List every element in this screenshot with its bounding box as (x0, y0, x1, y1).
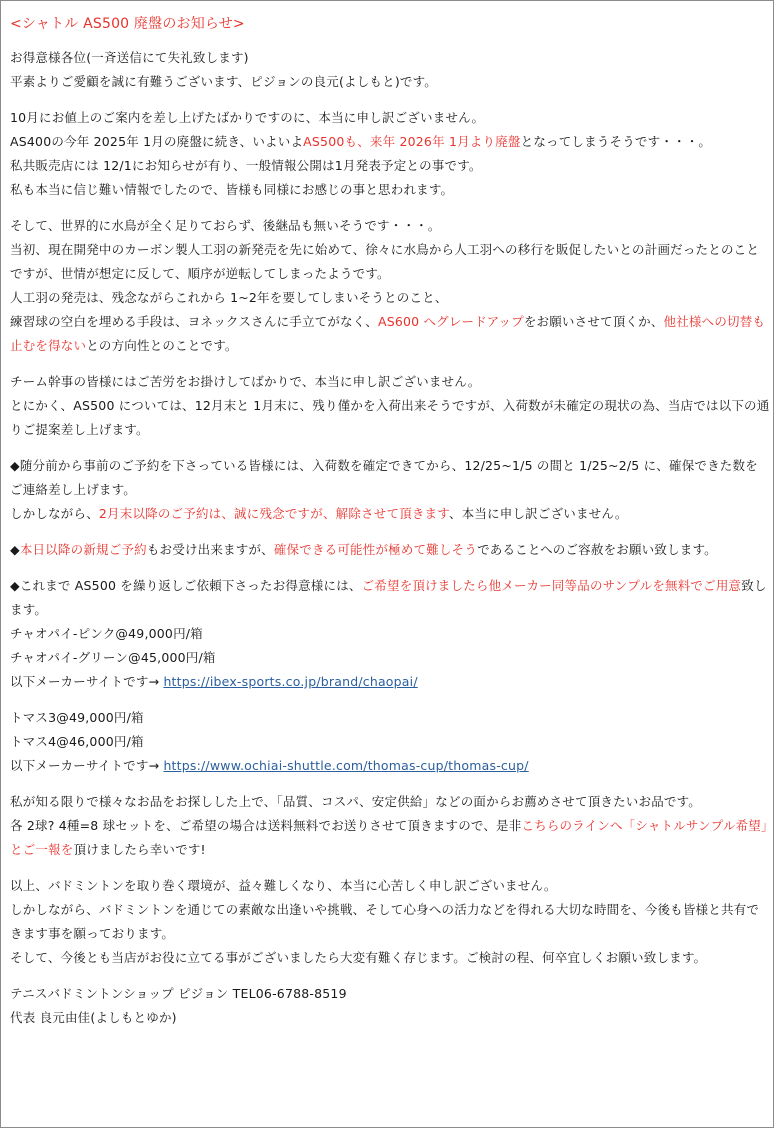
text-line: 私共販売店には 12/1にお知らせが有り、一般情報公開は1月発表予定との事です。 (10, 158, 482, 173)
highlight-text: こちらのラインへ「シャトルサンプル希望」とご一報を (10, 818, 768, 857)
team-paragraph (10, 370, 770, 442)
text-span: 以下メーカーサイトです→ (10, 674, 164, 689)
shop-info: テニスバドミントンショップ ピジョン TEL06-6788-8519 (10, 986, 347, 1001)
text-line (10, 502, 770, 526)
highlight-text: AS500も、来年 2026年 1月より廃盤 (303, 134, 521, 149)
reservation-paragraph (10, 454, 770, 526)
chaopai-link[interactable]: https://ibex-sports.co.jp/brand/chaopai/ (163, 674, 418, 689)
notice-body (10, 12, 770, 1030)
text-line: そして、今後とも当店がお役に立てる事がございましたら大変有難く存じます。ご検討の程、何卒宜しくお願い致します。 (10, 950, 707, 965)
text-span: であることへのご容赦をお願い致します。 (477, 542, 717, 557)
text-line: 以上、バドミントンを取り巻く環境が、益々難しくなり、本当に心苦しく申し訳ございません。 (10, 878, 557, 893)
new-reservation-paragraph (10, 538, 770, 562)
text-span: しかしながら、 (10, 506, 99, 521)
product-line: チャオパイ-グリーン@45,000円/箱 (10, 650, 216, 665)
closing-paragraph (10, 874, 770, 970)
text-line: 10月にお値上のご案内を差し上げたばかりですのに、本当に申し訳ございません。 (10, 110, 485, 125)
highlight-text: ご希望を頂けましたら他メーカー同等品のサンプルを無料でご用意 (361, 578, 742, 593)
thomas-paragraph (10, 706, 770, 778)
thomas-link[interactable]: https://www.ochiai-shuttle.com/thomas-cup/thomas-cup/ (163, 758, 529, 773)
product-line: トマス3@49,000円/箱 (10, 710, 144, 725)
product-line: トマス4@46,000円/箱 (10, 734, 144, 749)
text-line (10, 574, 770, 622)
highlight-text: 2月末以降のご予約は、誠に残念ですが、解除させて頂きます (98, 506, 449, 521)
discontinue-paragraph (10, 106, 770, 202)
text-span: となってしまうそうです・・・。 (520, 134, 712, 149)
notice-title: <シャトル AS500 廃盤のお知らせ> (10, 16, 245, 32)
text-span: 頂けましたら幸いです! (73, 842, 206, 857)
text-span: との方向性とのことです。 (86, 338, 238, 353)
text-line: とにかく、AS500 については、12月末と 1月末に、残り僅かを入荷出来そうですが、入荷数が未確定の現状の為、当店では以下の通りご提案差し上げます。 (10, 398, 770, 437)
greeting-line: 平素よりご愛顧を誠に有難うございます、ピジョンの良元(よしもと)です。 (10, 74, 438, 89)
diamond-bullet: ◆ (10, 542, 20, 557)
highlight-text: AS600 へグレードアップ (377, 314, 524, 329)
highlight-text: 他社様への切替も止むを得ない (10, 314, 766, 353)
highlight-text: 本日以降の新規ご予約 (19, 542, 147, 557)
text-span: AS400の今年 2025年 1月の廃盤に続き、いよいよ (10, 134, 304, 149)
highlight-text: 確保できる可能性が極めて難しそう (273, 542, 478, 557)
text-span: ◆これまで AS500 を繰り返しご依頼下さったお得意様には、 (10, 578, 362, 593)
signature (10, 982, 770, 1030)
text-line: 当初、現在開発中のカーボン製人工羽の新発売を先に始めて、徐々に水鳥から人工羽への移行を販促したいとの計画だったとのことですが、世情が想定に反して、順序が逆転してしまったようです。 (10, 242, 760, 281)
text-line: しかしながら、バドミントンを通じての素敵な出逢いや挑戦、そして心身への活力などを得れる大切な時間を、今後も皆様と共有できます事を願っております。 (10, 902, 760, 941)
text-span: もお受け出来ますが、 (146, 542, 274, 557)
greeting-paragraph (10, 46, 770, 94)
text-line: そして、世界的に水鳥が全く足りておらず、後継品も無いそうです・・・。 (10, 218, 441, 233)
text-span: 各 2球? 4種=8 球セットを、ご希望の場合は送料無料でお送りさせて頂きますので、是非 (10, 818, 522, 833)
product-line: チャオパイ-ピンク@49,000円/箱 (10, 626, 203, 641)
text-span: 以下メーカーサイトです→ (10, 758, 164, 773)
text-line (10, 310, 770, 358)
text-line (10, 670, 770, 694)
supply-paragraph (10, 214, 770, 358)
text-line: チーム幹事の皆様にはご苦労をお掛けしてばかりで、本当に申し訳ございません。 (10, 374, 481, 389)
text-line (10, 538, 770, 562)
text-line: 私も本当に信じ難い情報でしたので、皆様も同様にお感じの事と思われます。 (10, 182, 454, 197)
text-line (10, 814, 770, 862)
sample-paragraph (10, 574, 770, 694)
text-line (10, 130, 770, 154)
recommend-paragraph (10, 790, 770, 862)
text-line: ◆随分前から事前のご予約を下さっている皆様には、入荷数を確定できてから、12/25~1/5 の間と 1/25~2/5 に、確保できた数をご連絡差し上げます。 (10, 458, 758, 497)
text-line (10, 754, 770, 778)
text-span: 、本当に申し訳ございません。 (448, 506, 628, 521)
text-span: 致します。 (10, 578, 767, 617)
greeting-line: お得意様各位(一斉送信にて失礼致します) (10, 50, 249, 65)
text-span: 練習球の空白を埋める手段は、ヨネックスさんに手立てがなく、 (10, 314, 378, 329)
text-line: 人工羽の発売は、残念ながらこれから 1~2年を要してしまいそうとのこと、 (10, 290, 448, 305)
representative: 代表 良元由佳(よしもとゆか) (10, 1010, 177, 1025)
text-span: をお願いさせて頂くか、 (523, 314, 664, 329)
text-line: 私が知る限りで様々なお品をお探しした上で、「品質、コスパ、安定供給」などの面からお薦めさせて頂きたいお品です。 (10, 794, 702, 809)
